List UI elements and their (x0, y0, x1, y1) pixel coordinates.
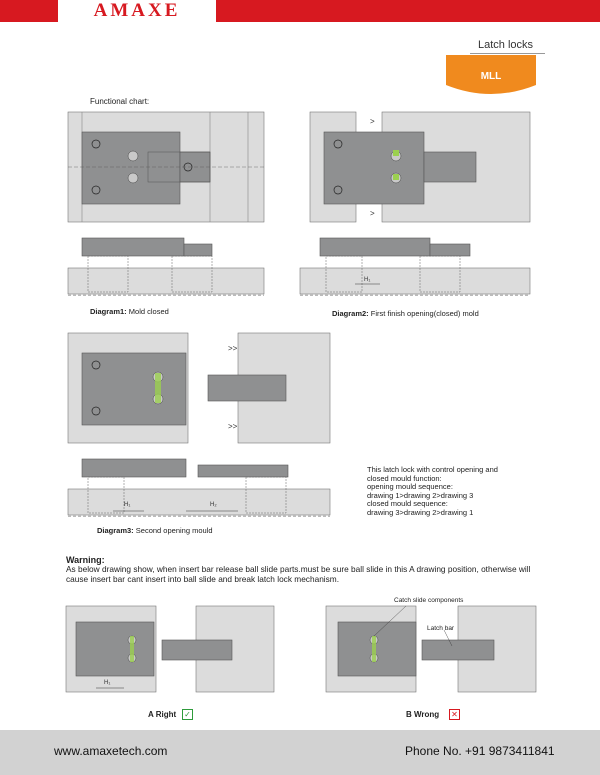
diagram2-side-view (300, 236, 530, 298)
checkmark-icon: ✓ (182, 709, 193, 720)
footer-website-link[interactable]: www.amaxetech.com (54, 744, 168, 758)
cross-icon: ✕ (449, 709, 460, 720)
diagram1-top-view (68, 112, 264, 222)
footer-phone: Phone No. +91 9873411841 (405, 744, 555, 758)
diagram1-side-view (68, 236, 264, 298)
diagram2-text: First finish opening(closed) mold (370, 309, 479, 318)
note-line: opening mould sequence: (367, 482, 453, 492)
diagram1-text: Mold closed (128, 307, 169, 316)
note-line: This latch lock with control opening and (367, 465, 498, 474)
diagram3-side-view (68, 457, 330, 519)
section-code: MLL (480, 71, 502, 82)
note-line: closed mould sequence: (367, 499, 448, 509)
diagram3-top-view (68, 333, 330, 443)
functional-chart-label: Functional chart: (90, 97, 150, 106)
diagram2-number: Diagram2: (332, 309, 369, 318)
svg-text:>>: >> (228, 422, 238, 431)
svg-text:>>: >> (228, 344, 238, 353)
diagram3-caption (97, 526, 213, 535)
diagram-a-h1-label: H₁ (104, 680, 111, 686)
warning-heading: Warning: (66, 555, 105, 565)
warning-body: As below drawing show, when insert bar release ball slide parts.must be sure ball slide in this A drawing position, otherwise will cause insert bar cant insert into ball slide and break latch lock mechanism. (66, 564, 531, 584)
sequence-notes (367, 466, 498, 518)
svg-text:>: > (370, 209, 375, 218)
catch-slide-label: Catch slide components (394, 597, 464, 604)
diagram1-number: Diagram1: (90, 307, 127, 316)
note-line: drawing 1>drawing 2>drawing 3 (367, 490, 474, 500)
diagram3-h2-label: H₂ (210, 502, 217, 508)
diagram-a-right (66, 606, 274, 692)
diagram2-top-view (310, 112, 530, 222)
diagram3-text: Second opening mould (135, 526, 213, 535)
diagram2-h1-label: H₁ (364, 277, 371, 283)
result-a-label: A Right (148, 710, 177, 719)
svg-text:>: > (370, 117, 375, 126)
note-line: closed mould function: (367, 473, 442, 483)
diagram3-h1-label: H₁ (124, 502, 131, 508)
logo-text: AMAXE (93, 0, 181, 21)
diagram1-caption (90, 307, 169, 316)
latch-bar-label: Latch bar (427, 625, 455, 632)
diagram2-caption (332, 309, 479, 318)
result-b-label: B Wrong (406, 710, 440, 719)
note-line: drawing 3>drawing 2>drawing 1 (367, 507, 474, 517)
diagram3-number: Diagram3: (97, 526, 134, 535)
diagram-b-wrong (326, 606, 536, 692)
section-divider (470, 53, 545, 54)
logo[interactable] (58, 0, 216, 22)
section-title: Latch locks (478, 39, 534, 51)
